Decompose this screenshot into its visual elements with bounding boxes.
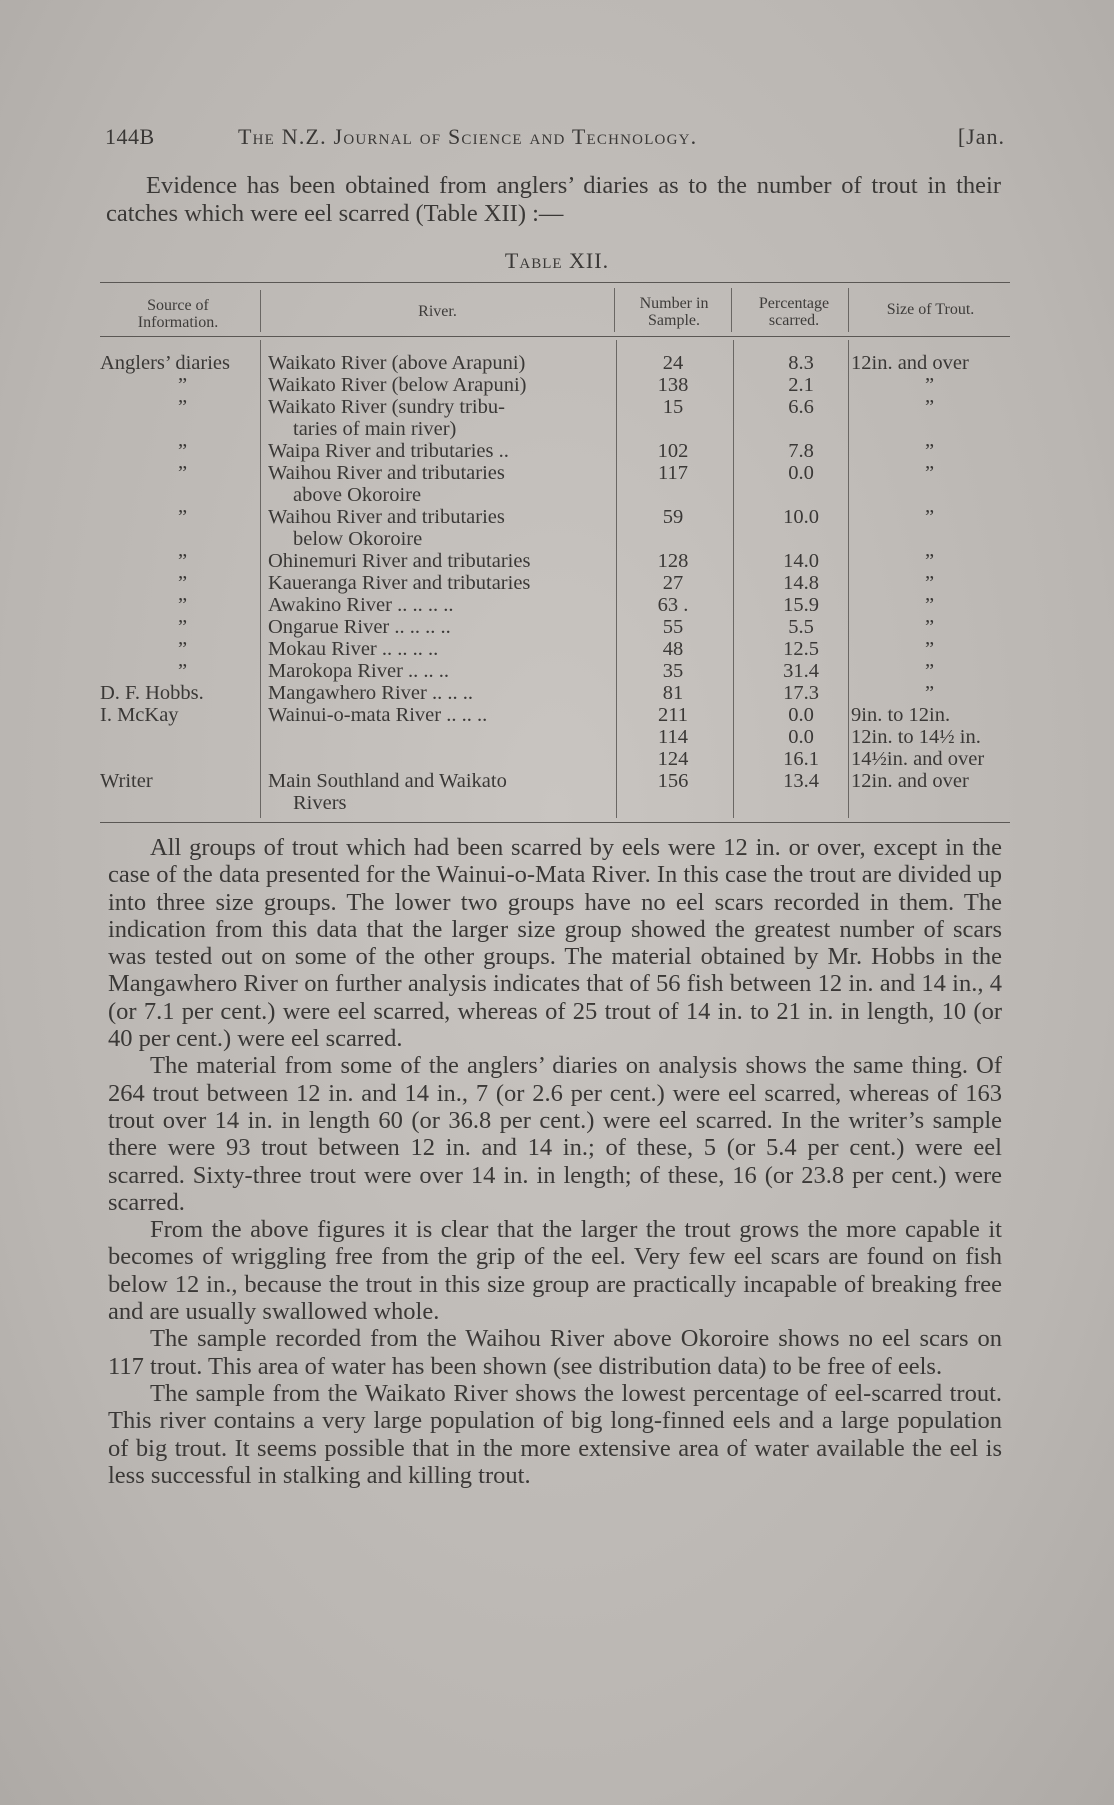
source-cell: ” bbox=[178, 550, 188, 572]
river-cell: Mokau River .. .. .. .. bbox=[268, 638, 439, 660]
source-cell: Writer bbox=[100, 770, 153, 792]
number-cell: 156 bbox=[657, 770, 689, 792]
size-cell: 12in. to 14½ in. bbox=[851, 726, 981, 748]
header-divider bbox=[731, 288, 732, 332]
size-cell: 12in. and over bbox=[851, 352, 969, 374]
journal-title: The N.Z. Journal of Science and Technology. bbox=[238, 124, 698, 149]
intro-paragraph: Evidence has been obtained from anglers’ diaries as to the number of trout in their catches which were eel scarred (Table XII) :— bbox=[106, 172, 1001, 227]
percentage-cell: 0.0 bbox=[788, 726, 814, 748]
paragraph: From the above figures it is clear that the larger the trout grows the more capable it becomes of wriggling free from the grip of the eel. Very few eel scars are found on fish below 12 in., because the trout in this size group are practically incapable of breaking free and are usually swallowed whole. bbox=[108, 1216, 1002, 1326]
river-cell: Marokopa River .. .. .. bbox=[268, 660, 450, 682]
running-header bbox=[105, 118, 1005, 154]
river-cell: Wainui-o-mata River .. .. .. bbox=[268, 704, 488, 726]
river-cell-continued: taries of main river) bbox=[293, 418, 457, 440]
river-cell-continued: Rivers bbox=[293, 792, 347, 814]
table-caption: Table XII. bbox=[504, 248, 610, 273]
source-cell: D. F. Hobbs. bbox=[100, 682, 204, 704]
header-divider bbox=[614, 288, 615, 332]
source-cell: ” bbox=[178, 616, 188, 638]
number-cell: 35 bbox=[662, 660, 684, 682]
source-cell: ” bbox=[178, 396, 188, 418]
size-cell: ” bbox=[925, 374, 935, 396]
header-percentage: Percentage scarred. bbox=[758, 295, 830, 329]
percentage-cell: 0.0 bbox=[788, 704, 814, 726]
percentage-cell: 2.1 bbox=[788, 374, 814, 396]
source-cell: ” bbox=[178, 572, 188, 594]
source-cell: ” bbox=[178, 462, 188, 484]
river-cell: Waihou River and tributaries bbox=[268, 506, 505, 528]
header-divider bbox=[260, 290, 261, 332]
column-divider bbox=[260, 340, 261, 818]
size-cell: ” bbox=[925, 440, 935, 462]
river-cell: Main Southland and Waikato bbox=[268, 770, 507, 792]
size-cell: 14½in. and over bbox=[851, 748, 985, 770]
number-cell: 55 bbox=[662, 616, 684, 638]
river-cell: Waikato River (below Arapuni) bbox=[268, 374, 527, 396]
source-cell: ” bbox=[178, 638, 188, 660]
paragraph: All groups of trout which had been scarred by eels were 12 in. or over, except in the case of the data presented for the Wainui-o-Mata River. In this case the trout are divided up into three size groups. The lower two groups have no eel scars recorded in them. The indication from this data that the larger size group showed the greatest number of scars was tested out on some of the other groups. The material obtained by Mr. Hobbs in the Mangawhero River on further analysis indicates that of 56 fish between 12 in. and 14 in., 4 (or 7.1 per cent.) were eel scarred, whereas of 25 trout of 14 in. to 21 in. in length, 10 (or 40 per cent.) were eel scarred. bbox=[108, 834, 1002, 1053]
river-cell: Awakino River .. .. .. .. bbox=[268, 594, 454, 616]
size-cell: ” bbox=[925, 462, 935, 484]
percentage-cell: 13.4 bbox=[783, 770, 819, 792]
percentage-cell: 12.5 bbox=[783, 638, 819, 660]
size-cell: ” bbox=[925, 660, 935, 682]
number-cell: 48 bbox=[662, 638, 684, 660]
issue-month: [Jan. bbox=[957, 124, 1005, 149]
number-cell: 24 bbox=[662, 352, 684, 374]
source-cell: ” bbox=[178, 594, 188, 616]
number-cell: 128 bbox=[657, 550, 689, 572]
number-cell: 211 bbox=[658, 704, 688, 726]
size-cell: 12in. and over bbox=[851, 770, 969, 792]
percentage-cell: 8.3 bbox=[788, 352, 814, 374]
river-cell: Ongarue River .. .. .. .. bbox=[268, 616, 451, 638]
source-cell: I. McKay bbox=[100, 704, 179, 726]
river-cell-continued: below Okoroire bbox=[293, 528, 423, 550]
size-cell: ” bbox=[925, 594, 935, 616]
river-cell: Kaueranga River and tributaries bbox=[268, 572, 531, 594]
size-cell: ” bbox=[925, 506, 935, 528]
number-cell: 15 bbox=[662, 396, 684, 418]
percentage-cell: 16.1 bbox=[783, 748, 819, 770]
river-cell-continued: above Okoroire bbox=[293, 484, 422, 506]
source-cell: ” bbox=[178, 506, 188, 528]
size-cell: ” bbox=[925, 572, 935, 594]
number-cell: 117 bbox=[658, 462, 688, 484]
table-top-rule bbox=[100, 282, 1010, 283]
size-cell: ” bbox=[925, 638, 935, 660]
paragraph: The sample recorded from the Waihou River above Okoroire shows no eel scars on 117 trout. This area of water has been shown (see distribution data) to be free of eels. bbox=[108, 1325, 1002, 1380]
size-cell: ” bbox=[925, 682, 935, 704]
number-cell: 27 bbox=[662, 572, 684, 594]
column-divider bbox=[616, 340, 617, 818]
size-cell: ” bbox=[925, 616, 935, 638]
header-number: Number in Sample. bbox=[639, 295, 709, 329]
header-size: Size of Trout. bbox=[886, 301, 975, 318]
percentage-cell: 0.0 bbox=[788, 462, 814, 484]
river-cell: Ohinemuri River and tributaries bbox=[268, 550, 531, 572]
size-cell: 9in. to 12in. bbox=[851, 704, 951, 726]
percentage-cell: 14.8 bbox=[783, 572, 819, 594]
percentage-cell: 7.8 bbox=[788, 440, 814, 462]
source-cell: Anglers’ diaries bbox=[100, 352, 230, 374]
page-number: 144B bbox=[105, 124, 155, 149]
body-text bbox=[108, 834, 1002, 1489]
percentage-cell: 31.4 bbox=[783, 660, 819, 682]
size-cell: ” bbox=[925, 396, 935, 418]
percentage-cell: 5.5 bbox=[788, 616, 814, 638]
number-cell: 138 bbox=[657, 374, 689, 396]
source-cell: ” bbox=[178, 440, 188, 462]
column-divider bbox=[733, 340, 734, 818]
river-cell: Waipa River and tributaries .. bbox=[268, 440, 509, 462]
number-cell: 81 bbox=[662, 682, 684, 704]
percentage-cell: 15.9 bbox=[783, 594, 819, 616]
source-cell: ” bbox=[178, 374, 188, 396]
number-cell: 124 bbox=[657, 748, 689, 770]
paragraph: The material from some of the anglers’ diaries on analysis shows the same thing. Of 264 trout between 12 in. and 14 in., 7 (or 2.6 per cent.) were eel scarred, whereas of 163 trout over 14 in. in length 60 (or 36.8 per cent.) were eel scarred. In the writer’s sample there were 93 trout between 12 in. and 14 in.; of these, 5 (or 5.4 per cent.) were eel scarred. Sixty-three trout were over 14 in. in length; of these, 16 (or 23.8 per cent.) were scarred. bbox=[108, 1052, 1002, 1216]
header-source: Source of Information. bbox=[137, 297, 219, 331]
size-cell: ” bbox=[925, 550, 935, 572]
river-cell: Waikato River (sundry tribu- bbox=[268, 396, 505, 418]
percentage-cell: 17.3 bbox=[783, 682, 819, 704]
river-cell: Waikato River (above Arapuni) bbox=[268, 352, 526, 374]
river-cell: Mangawhero River .. .. .. bbox=[268, 682, 473, 704]
table-header-rule bbox=[100, 336, 1010, 337]
percentage-cell: 10.0 bbox=[783, 506, 819, 528]
percentage-cell: 6.6 bbox=[788, 396, 814, 418]
number-cell: 114 bbox=[658, 726, 688, 748]
table-bottom-rule bbox=[100, 822, 1010, 823]
number-cell: 102 bbox=[657, 440, 689, 462]
number-cell: 63 . bbox=[657, 594, 689, 616]
paragraph: The sample from the Waikato River shows the lowest percentage of eel-scarred trout. This river contains a very large population of big long-finned eels and a large population of big trout. It seems possible that in the more extensive area of water available the eel is less successful in stalking and killing trout. bbox=[108, 1379, 1002, 1489]
number-cell: 59 bbox=[662, 506, 684, 528]
percentage-cell: 14.0 bbox=[783, 550, 819, 572]
source-cell: ” bbox=[178, 660, 188, 682]
river-cell: Waihou River and tributaries bbox=[268, 462, 505, 484]
header-divider bbox=[848, 288, 849, 332]
header-river: River. bbox=[418, 303, 457, 320]
